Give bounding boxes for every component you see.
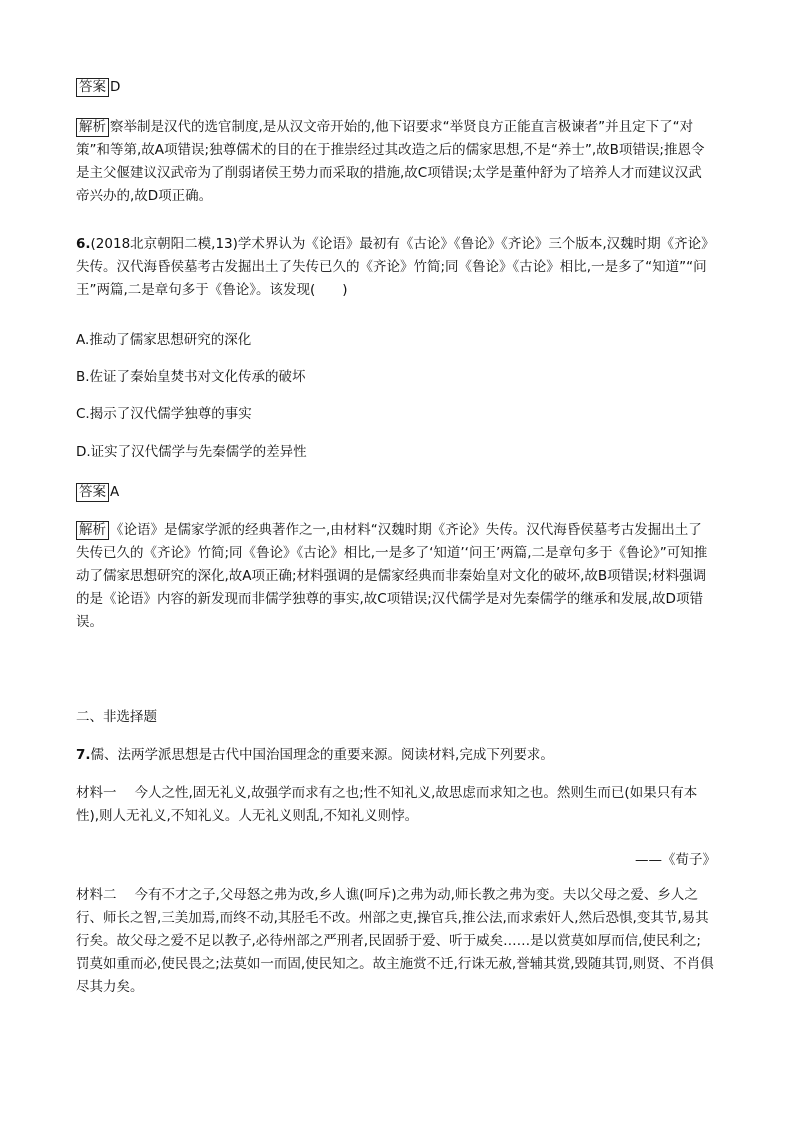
answer-tag: 答案 <box>76 483 109 502</box>
question-number: 7. <box>76 747 91 763</box>
option-d: D.证实了汉代儒学与先秦儒学的差异性 <box>76 444 307 460</box>
q6-stem <box>76 233 714 302</box>
q5-answer-line <box>76 76 714 99</box>
analysis-tag: 解析 <box>76 118 109 137</box>
material-text: 今有不才之子,父母怒之弗为改,乡人谯(呵斥)之弗为动,师长教之弗为变。夫以父母之爱、乡人之行、师长之智,三美加焉,而终不动,其胫毛不改。州部之吏,操官兵,推公法,而求索奸人,然后恐惧,变其节,易其行矣。故父母之爱不足以教子,必待州部之严刑者,民固骄于爱、听于威矣……是以赏莫如厚而信,使民利之;罚莫如重而必,使民畏之;法莫如一而固,使民知之。故主施赏不迁,行诛无赦,誉辅其赏,毁随其罚,则贤、不肖俱尽其力矣。 <box>76 887 714 995</box>
analysis-tag: 解析 <box>76 521 109 540</box>
material-2 <box>76 884 714 999</box>
material-text: 今人之性,固无礼义,故强学而求有之也;性不知礼义,故思虑而求知之也。然则生而已(如果只有本性),则人无礼义,不知礼义。人无礼义则乱,不知礼义则悖。 <box>76 785 698 824</box>
q7-stem <box>76 744 714 767</box>
material-1 <box>76 782 714 828</box>
material-1-source: ——《荀子》 <box>635 852 716 868</box>
material-label: 材料一 <box>76 785 117 801</box>
section-title: 二、非选择题 <box>76 709 157 725</box>
analysis-text: 察举制是汉代的选官制度,是从汉文帝开始的,他下诏要求“举贤良方正能直言极谏者”并且定下了“对策”和等第,故A项错误;独尊儒术的目的在于推崇经过其改造之后的儒家思想,不是“养士”,故B项错误;推恩令是主父偃建议汉武帝为了削弱诸侯王势力而采取的措施,故C项错误;太学是董仲舒为了培养人才而建议汉武帝兴办的,故D项正确。 <box>76 119 705 204</box>
q5-analysis <box>76 116 714 208</box>
answer-tag: 答案 <box>76 78 109 97</box>
answer-value: A <box>110 484 120 500</box>
q6-answer-line <box>76 481 714 504</box>
question-stem: 儒、法两学派思想是古代中国治国理念的重要来源。阅读材料,完成下列要求。 <box>90 747 554 763</box>
q6-analysis <box>76 519 714 634</box>
material-label: 材料二 <box>76 887 117 903</box>
answer-value: D <box>110 79 121 95</box>
option-a: A.推动了儒家思想研究的深化 <box>76 332 252 348</box>
option-c: C.揭示了汉代儒学独尊的事实 <box>76 406 252 422</box>
option-b: B.佐证了秦始皇焚书对文化传承的破坏 <box>76 369 306 385</box>
question-stem: (2018北京朝阳二模,13)学术界认为《论语》最初有《古论》《鲁论》《齐论》三个版本,汉魏时期《齐论》失传。汉代海昏侯墓考古发掘出土了失传已久的《齐论》竹简;同《鲁论》《古论》相比,一是多了“知道”“问王”两篇,二是章句多于《鲁论》。该发现( ) <box>76 236 708 298</box>
analysis-text: 《论语》是儒家学派的经典著作之一,由材料“汉魏时期《齐论》失传。汉代海昏侯墓考古发掘出土了失传已久的《齐论》竹简;同《鲁论》《古论》相比,一是多了‘知道’‘问王’两篇,二是章句多于《鲁论》”可知推动了儒家思想研究的深化,故A项正确;材料强调的是儒家经典而非秦始皇对文化的破坏,故B项错误;材料强调的是《论语》内容的新发现而非儒学独尊的事实,故C项错误;汉代儒学是对先秦儒学的继承和发展,故D项错误。 <box>76 522 708 630</box>
question-number: 6. <box>76 236 91 252</box>
